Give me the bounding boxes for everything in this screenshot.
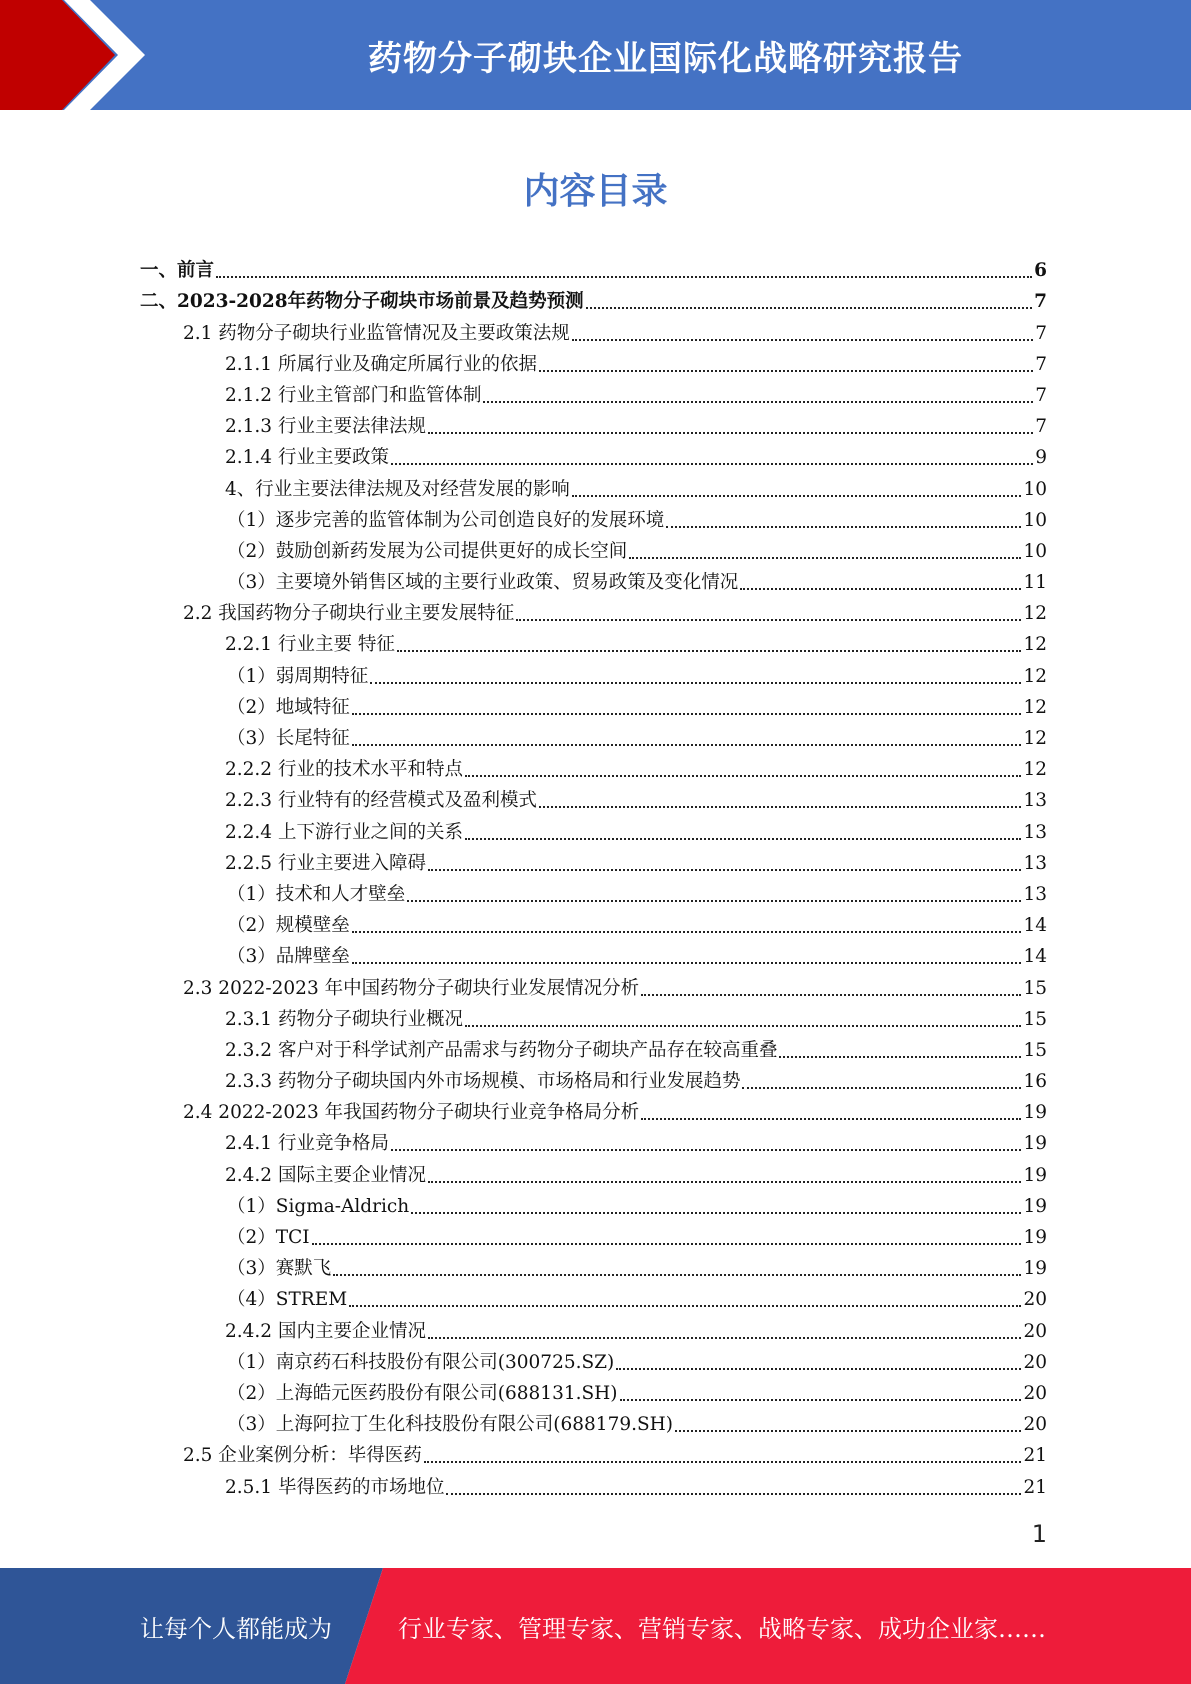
toc-entry[interactable] <box>0 1314 1191 1345</box>
toc-entry-page: 14 <box>1023 946 1047 968</box>
toc-entry[interactable] <box>0 878 1191 909</box>
toc-dot-leader <box>216 276 1032 278</box>
toc-entry-page: 12 <box>1023 603 1047 625</box>
toc-entry-label: （3）长尾特征 <box>227 728 350 749</box>
toc-entry-label: 2.1.1 所属行业及确定所属行业的依据 <box>225 353 537 375</box>
toc-entry-label: 二、2023-2028年药物分子砌块市场前景及趋势预测 <box>140 291 584 313</box>
toc-dot-leader <box>779 1056 1021 1058</box>
toc-entry-label: 2.4 2022-2023 年我国药物分子砌块行业竞争格局分析 <box>183 1102 640 1124</box>
toc-entry-label: 2.2.5 行业主要进入障碍 <box>225 852 426 874</box>
toc-entry[interactable] <box>0 1003 1191 1034</box>
toc-entry[interactable] <box>0 1034 1191 1065</box>
toc-entry-page: 12 <box>1023 634 1047 656</box>
footer-slogan-left: 让每个人都能成为 <box>140 1614 332 1643</box>
toc-entry[interactable] <box>0 909 1191 940</box>
toc-entry-label: 2.1 药物分子砌块行业监管情况及主要政策法规 <box>183 322 570 344</box>
toc-entry-label: 2.5.1 毕得医药的市场地位 <box>225 1476 445 1498</box>
toc-entry-label: 2.1.3 行业主要法律法规 <box>225 416 426 438</box>
toc-entry-page: 19 <box>1023 1195 1047 1217</box>
page-number: 1 <box>1031 1520 1047 1548</box>
toc-dot-leader <box>740 588 1021 590</box>
toc-entry[interactable] <box>0 1408 1191 1439</box>
toc-entry-page: 10 <box>1023 478 1047 500</box>
toc-dot-leader <box>465 775 1021 777</box>
toc-entry-label: （3）上海阿拉丁生化科技股份有限公司(688179.SH) <box>227 1414 674 1436</box>
toc-entry-page: 19 <box>1023 1227 1047 1248</box>
toc-entry-page: 19 <box>1023 1133 1047 1155</box>
toc-entry-page: 10 <box>1023 540 1047 562</box>
header-arrow-shape <box>0 0 160 110</box>
toc-entry[interactable] <box>0 597 1191 628</box>
toc-entry-label: 2.4.2 国内主要企业情况 <box>225 1320 426 1342</box>
toc-entry-label: 2.3.1 药物分子砌块行业概况 <box>225 1008 463 1030</box>
toc-entry-label: （1）弱周期特征 <box>227 665 369 687</box>
toc-entry-label: 2.1.2 行业主管部门和监管体制 <box>225 384 482 406</box>
toc-dot-leader <box>516 619 1021 621</box>
toc-entry[interactable] <box>0 784 1191 815</box>
toc-entry-label: 2.3.2 客户对于科学试剂产品需求与药物分子砌块产品存在较高重叠 <box>225 1039 778 1061</box>
toc-dot-leader <box>407 900 1021 902</box>
toc-dot-leader <box>428 432 1033 434</box>
toc-entry-label: 一、前言 <box>140 260 215 282</box>
report-title: 药物分子砌块企业国际化战略研究报告 <box>368 38 963 79</box>
toc-entry-label: （2）上海皓元医药股份有限公司(688131.SH) <box>227 1382 618 1404</box>
toc-entry[interactable] <box>0 971 1191 1002</box>
toc-dot-leader <box>483 401 1033 403</box>
toc-entry-label: （2）TCI <box>227 1227 310 1248</box>
toc-entry-page: 11 <box>1023 572 1047 594</box>
toc-dot-leader <box>349 1305 1021 1307</box>
toc-dot-leader <box>352 713 1022 715</box>
toc-entry[interactable] <box>0 566 1191 597</box>
table-of-contents <box>0 254 1191 1502</box>
toc-dot-leader <box>641 1118 1021 1120</box>
toc-entry-label: （1）Sigma-Aldrich <box>227 1195 410 1217</box>
toc-entry[interactable] <box>0 722 1191 753</box>
toc-entry-page: 10 <box>1023 509 1047 531</box>
toc-entry-label: （3）主要境外销售区域的主要行业政策、贸易政策及变化情况 <box>227 572 739 594</box>
toc-entry-label: （1）技术和人才壁垒 <box>227 883 406 905</box>
toc-entry[interactable] <box>0 847 1191 878</box>
toc-entry-page: 12 <box>1023 759 1047 781</box>
toc-entry[interactable] <box>0 1346 1191 1377</box>
toc-entry[interactable] <box>0 1439 1191 1470</box>
toc-entry-label: 2.2.1 行业主要 特征 <box>225 634 395 656</box>
toc-entry[interactable] <box>0 285 1191 316</box>
toc-entry[interactable] <box>0 940 1191 971</box>
toc-entry-page: 15 <box>1023 1039 1047 1061</box>
toc-dot-leader <box>352 744 1022 746</box>
toc-entry-page: 9 <box>1035 447 1047 469</box>
toc-entry-page: 7 <box>1034 291 1047 313</box>
toc-entry-page: 6 <box>1034 260 1047 282</box>
toc-entry-page: 13 <box>1023 821 1047 843</box>
toc-entry-page: 13 <box>1023 852 1047 874</box>
toc-entry-page: 7 <box>1035 384 1047 406</box>
toc-entry-label: 4、行业主要法律法规及对经营发展的影响 <box>225 478 570 500</box>
toc-entry-page: 20 <box>1023 1351 1047 1373</box>
toc-dot-leader <box>675 1430 1021 1432</box>
toc-entry-label: 2.1.4 行业主要政策 <box>225 447 389 469</box>
toc-entry-page: 12 <box>1023 696 1047 718</box>
toc-entry[interactable] <box>0 254 1191 285</box>
toc-entry[interactable] <box>0 691 1191 722</box>
toc-entry-page: 19 <box>1023 1102 1047 1124</box>
toc-entry[interactable] <box>0 1190 1191 1221</box>
toc-entry-label: 2.4.1 行业竞争格局 <box>225 1133 389 1155</box>
toc-dot-leader <box>465 838 1021 840</box>
toc-entry[interactable] <box>0 1127 1191 1158</box>
toc-entry-label: （3）赛默飞 <box>227 1258 332 1280</box>
toc-entry-label: （1）逐步完善的监管体制为公司创造良好的发展环境 <box>227 509 665 531</box>
toc-entry[interactable] <box>0 628 1191 659</box>
toc-dot-leader <box>397 650 1022 652</box>
toc-entry[interactable] <box>0 379 1191 410</box>
toc-entry[interactable] <box>0 659 1191 690</box>
toc-dot-leader <box>465 1025 1021 1027</box>
toc-entry[interactable] <box>0 1283 1191 1314</box>
toc-entry[interactable] <box>0 1377 1191 1408</box>
toc-entry[interactable] <box>0 1065 1191 1096</box>
toc-heading: 内容目录 <box>523 170 668 212</box>
toc-entry[interactable] <box>0 535 1191 566</box>
toc-dot-leader <box>428 869 1021 871</box>
toc-entry-page: 19 <box>1023 1258 1047 1280</box>
toc-entry-label: （2）鼓励创新药发展为公司提供更好的成长空间 <box>227 540 628 562</box>
toc-entry[interactable] <box>0 348 1191 379</box>
toc-entry-label: 2.2 我国药物分子砌块行业主要发展特征 <box>183 603 515 625</box>
toc-dot-leader <box>428 1181 1021 1183</box>
footer-slogan-right: 行业专家、管理专家、营销专家、战略专家、成功企业家…… <box>398 1614 1046 1643</box>
toc-dot-leader <box>641 994 1021 996</box>
toc-dot-leader <box>539 806 1021 808</box>
toc-entry[interactable] <box>0 410 1191 441</box>
toc-dot-leader <box>572 339 1033 341</box>
toc-dot-leader <box>312 1243 1022 1245</box>
toc-entry[interactable] <box>0 1221 1191 1252</box>
toc-entry-label: （4）STREM <box>227 1289 348 1311</box>
toc-entry-page: 20 <box>1023 1320 1047 1342</box>
toc-entry-label: 2.4.2 国际主要企业情况 <box>225 1164 426 1186</box>
toc-entry[interactable] <box>0 1470 1191 1501</box>
toc-dot-leader <box>666 526 1021 528</box>
toc-dot-leader <box>411 1212 1021 1214</box>
toc-dot-leader <box>370 682 1021 684</box>
toc-entry-label: 2.3.3 药物分子砌块国内外市场规模、市场格局和行业发展趋势 <box>225 1071 741 1093</box>
toc-entry[interactable] <box>0 753 1191 784</box>
toc-entry[interactable] <box>0 441 1191 472</box>
toc-dot-leader <box>572 495 1022 497</box>
toc-entry-page: 15 <box>1023 1008 1047 1030</box>
toc-entry-page: 20 <box>1023 1382 1047 1404</box>
toc-dot-leader <box>620 1399 1022 1401</box>
toc-entry-page: 19 <box>1023 1164 1047 1186</box>
toc-dot-leader <box>352 962 1022 964</box>
toc-entry-label: 2.5 企业案例分析：毕得医药 <box>183 1445 422 1467</box>
toc-entry-page: 13 <box>1023 790 1047 812</box>
toc-dot-leader <box>391 463 1033 465</box>
toc-dot-leader <box>428 1337 1021 1339</box>
toc-entry-page: 13 <box>1023 883 1047 905</box>
toc-dot-leader <box>742 1087 1021 1089</box>
toc-entry-page: 14 <box>1023 915 1047 937</box>
toc-dot-leader <box>391 1149 1021 1151</box>
toc-entry-page: 12 <box>1023 665 1047 687</box>
toc-entry-page: 12 <box>1023 728 1047 749</box>
toc-entry[interactable] <box>0 1158 1191 1189</box>
header-banner <box>0 0 1191 110</box>
toc-entry-label: 2.2.2 行业的技术水平和特点 <box>225 759 463 781</box>
toc-entry[interactable] <box>0 504 1191 535</box>
toc-entry-label: 2.2.3 行业特有的经营模式及盈利模式 <box>225 790 537 812</box>
toc-entry-label: （2）地域特征 <box>227 696 350 718</box>
toc-entry-page: 15 <box>1023 977 1047 999</box>
toc-dot-leader <box>424 1461 1022 1463</box>
toc-entry[interactable] <box>0 1252 1191 1283</box>
toc-entry[interactable] <box>0 472 1191 503</box>
toc-entry-label: （1）南京药石科技股份有限公司(300725.SZ) <box>227 1351 615 1373</box>
toc-entry-label: （2）规模壁垒 <box>227 915 350 937</box>
toc-entry-page: 7 <box>1035 416 1047 438</box>
toc-entry-page: 16 <box>1023 1071 1047 1093</box>
footer-banner <box>0 1568 1191 1684</box>
toc-dot-leader <box>446 1493 1021 1495</box>
toc-dot-leader <box>629 557 1021 559</box>
toc-entry[interactable] <box>0 815 1191 846</box>
toc-entry-page: 20 <box>1023 1289 1047 1311</box>
toc-entry[interactable] <box>0 1096 1191 1127</box>
toc-dot-leader <box>586 307 1032 309</box>
toc-entry-label: 2.2.4 上下游行业之间的关系 <box>225 821 463 843</box>
toc-entry-label: （3）品牌壁垒 <box>227 946 350 968</box>
toc-entry[interactable] <box>0 316 1191 347</box>
toc-entry-page: 21 <box>1023 1445 1047 1467</box>
toc-entry-page: 7 <box>1035 322 1047 344</box>
toc-dot-leader <box>616 1368 1021 1370</box>
toc-dot-leader <box>352 931 1022 933</box>
toc-entry-page: 20 <box>1023 1414 1047 1436</box>
toc-dot-leader <box>333 1274 1021 1276</box>
toc-entry-label: 2.3 2022-2023 年中国药物分子砌块行业发展情况分析 <box>183 977 640 999</box>
toc-entry-page: 7 <box>1035 353 1047 375</box>
toc-dot-leader <box>539 370 1033 372</box>
toc-entry-page: 21 <box>1023 1476 1047 1498</box>
